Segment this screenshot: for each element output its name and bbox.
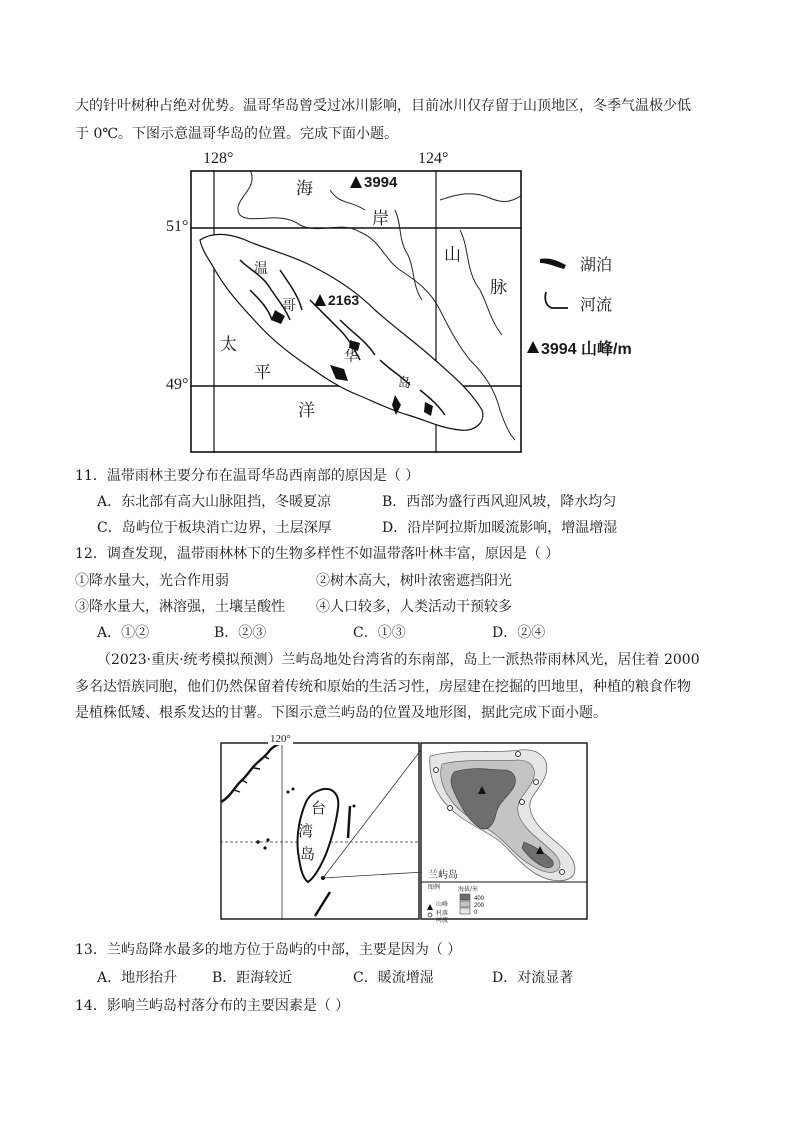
passage2-line-1: （2023·重庆·统考模拟预测）兰屿岛地处台湾省的东南部，岛上一派热带雨林风光，居住着 2000 bbox=[97, 652, 700, 668]
legend-elev-400: 400 bbox=[474, 896, 485, 902]
q11-option-b[interactable]: B．西部为盛行西风迎风坡，降水均匀 bbox=[382, 494, 617, 510]
taiwan-char-tai: 台 bbox=[311, 799, 327, 817]
q13-stem: 13．兰屿岛降水最多的地方位于岛屿的中部，主要是因为（ ） bbox=[75, 942, 462, 958]
intro-line-1: 大的针叶树种占绝对优势。温哥华岛曾受过冰川影响，目前冰川仅存留于山顶地区，冬季气温极少低 bbox=[75, 98, 691, 114]
q13-option-b[interactable]: B．距海较近 bbox=[212, 970, 293, 986]
q12-option-c[interactable]: C．①③ bbox=[353, 625, 406, 641]
legend-elev-0: 0 bbox=[474, 910, 478, 916]
q12-statement-4: ④人口较多，人类活动干预较多 bbox=[316, 599, 512, 615]
map-char-an: 岸 bbox=[372, 209, 389, 229]
legend-peak-text: 山峰 bbox=[436, 901, 449, 908]
q13-option-a[interactable]: A．地形抬升 bbox=[97, 970, 178, 986]
q11-option-a[interactable]: A．东北部有高大山脉阻挡，冬暖夏凉 bbox=[97, 494, 332, 510]
lat-51-label: 51° bbox=[166, 218, 189, 235]
map-char-tai: 太 bbox=[220, 335, 237, 355]
legend-river-text: 河流 bbox=[436, 917, 449, 924]
map-char-mai: 脉 bbox=[490, 278, 507, 298]
legend-elev-200: 200 bbox=[474, 903, 485, 909]
lon-128-label: 128° bbox=[203, 150, 234, 167]
intro-line-2: 于 0℃。下图示意温哥华岛的位置。完成下面小题。 bbox=[75, 126, 399, 142]
passage2-line-3: 是植株低矮、根系发达的甘薯。下图示意兰屿岛的位置及地形图，据此完成下面小题。 bbox=[75, 705, 607, 721]
q12-option-b[interactable]: B．②③ bbox=[214, 625, 267, 641]
q14-stem: 14．影响兰屿岛村落分布的主要因素是（ ） bbox=[75, 998, 350, 1014]
legend-peak-label: 3994 山峰/m bbox=[541, 341, 632, 358]
lake-legend-icon bbox=[536, 253, 572, 273]
q12-option-a[interactable]: A．①② bbox=[97, 625, 150, 641]
map-char-wen: 温 bbox=[254, 261, 268, 277]
q12-statement-2: ②树木高大，树叶浓密遮挡阳光 bbox=[316, 573, 512, 589]
peak-3994-label: 3994 bbox=[364, 174, 398, 191]
legend-title: 图例 bbox=[428, 884, 441, 891]
map-char-hai: 海 bbox=[296, 179, 313, 199]
q12-stem: 12．调查发现，温带雨林林下的生物多样性不如温带落叶林丰富，原因是（ ） bbox=[75, 546, 560, 562]
legend-river-label: 河流 bbox=[580, 295, 613, 314]
legend-lake-label: 湖泊 bbox=[580, 255, 613, 274]
q13-option-d[interactable]: D．对流显著 bbox=[492, 970, 574, 986]
q11-option-d[interactable]: D．沿岸阿拉斯加暖流影响，增温增湿 bbox=[382, 520, 618, 536]
lon-120-label: 120° bbox=[270, 733, 291, 745]
inset-title: 兰屿岛 bbox=[428, 870, 458, 881]
peak-2163-label: 2163 bbox=[328, 292, 360, 308]
map-char-shan: 山 bbox=[444, 245, 461, 265]
map-char-hua: 华 bbox=[344, 349, 358, 365]
map-char-ping: 平 bbox=[254, 363, 271, 383]
q12-option-d[interactable]: D．②④ bbox=[492, 625, 546, 641]
map-char-yang: 洋 bbox=[298, 401, 315, 421]
vancouver-map-frame bbox=[190, 170, 522, 453]
lat-49-label: 49° bbox=[166, 376, 189, 393]
q11-stem: 11．温带雨林主要分布在温哥华岛西南部的原因是（ ） bbox=[75, 468, 420, 484]
peak-legend-icon bbox=[526, 340, 540, 354]
map-char-dao: 岛 bbox=[398, 376, 412, 391]
taiwan-char-dao: 岛 bbox=[300, 845, 316, 863]
q12-statement-1: ①降水量大，光合作用弱 bbox=[75, 573, 229, 589]
passage2-line-2: 多名达悟族同胞，他们仍然保留着传统和原始的生活习性，房屋建在挖掘的凹地里，种植的粮食作物 bbox=[75, 679, 691, 695]
q13-option-c[interactable]: C．暖流增湿 bbox=[353, 970, 434, 986]
q12-statement-3: ③降水量大，淋溶强，土壤呈酸性 bbox=[75, 599, 285, 615]
q11-option-c[interactable]: C．岛屿位于板块消亡边界，土层深厚 bbox=[97, 520, 332, 536]
river-legend-icon bbox=[536, 290, 572, 314]
legend-village-text: 村落 bbox=[436, 910, 449, 917]
lanyu-inset-frame bbox=[420, 742, 588, 920]
lon-124-label: 124° bbox=[418, 150, 449, 167]
legend-elevation-title: 海拔/米 bbox=[458, 886, 479, 893]
inset-connector bbox=[320, 742, 430, 882]
taiwan-char-wan: 湾 bbox=[298, 822, 314, 840]
map-char-ge: 哥 bbox=[282, 298, 296, 314]
